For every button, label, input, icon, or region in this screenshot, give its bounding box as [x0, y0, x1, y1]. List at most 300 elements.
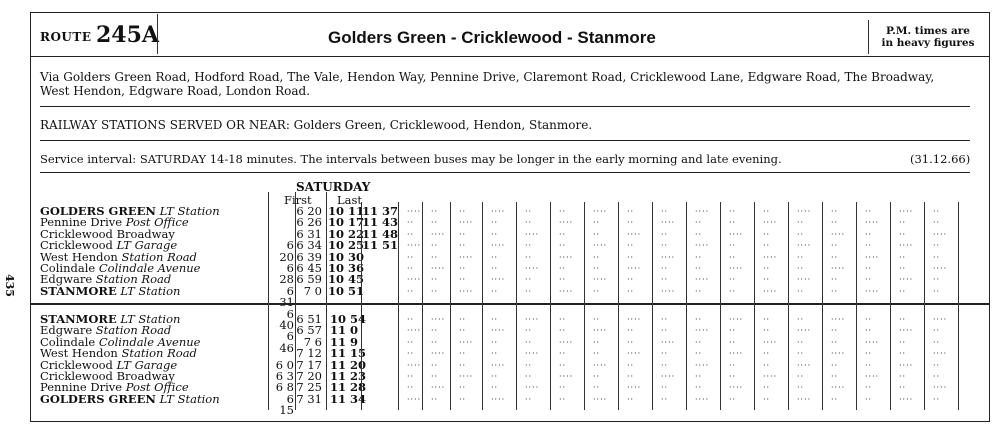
frequency-dots: ····: [627, 264, 642, 273]
frequency-dots: ··: [431, 326, 439, 336]
frequency-dots: ····: [407, 241, 422, 251]
frequency-dots: ··: [763, 264, 771, 273]
frequency-dots: ····: [797, 275, 812, 285]
frequency-dots: ····: [865, 337, 880, 347]
frequency-dots: ··: [431, 394, 439, 404]
frequency-dots: ··: [865, 241, 873, 251]
frequency-dots: ··: [661, 207, 669, 216]
frequency-dots: ··: [559, 383, 567, 393]
day-label: SATURDAY: [296, 180, 371, 194]
frequency-dots: ··: [933, 207, 941, 216]
frequency-dots: ··: [459, 326, 467, 336]
frequency-dots: ··: [695, 264, 703, 273]
frequency-dots: ····: [831, 315, 846, 324]
frequency-dots: ··: [593, 252, 601, 262]
frequency-dots: ··: [661, 326, 669, 336]
column-rule: [924, 202, 925, 410]
frequency-dots: ····: [459, 252, 474, 262]
frequency-dots: ··: [899, 315, 907, 324]
frequency-dots: ····: [525, 383, 540, 393]
frequency-dots: ··: [797, 229, 805, 239]
frequency-dots: ··: [407, 264, 415, 273]
frequency-dots: ··: [407, 218, 415, 228]
frequency-dots: ··: [899, 372, 907, 381]
date-code: (31.12.66): [910, 152, 971, 166]
frequency-dots: ··: [431, 337, 439, 347]
frequency-dots: ····: [407, 394, 422, 404]
frequency-dots: ··: [797, 383, 805, 393]
frequency-dots: ····: [593, 326, 608, 336]
frequency-dots: ····: [525, 229, 540, 239]
outbound-col-1: 6 20 6 28 6 31 6 40 6 46: [279, 238, 294, 355]
column-rule: [295, 192, 296, 410]
frequency-dots: ··: [763, 326, 771, 336]
column-rule: [754, 202, 755, 410]
frequency-dots: ··: [729, 218, 737, 228]
frequency-dots: ··: [431, 207, 439, 216]
pm-note: [872, 25, 984, 49]
column-rule: [788, 202, 789, 410]
frequency-dots: ··: [661, 275, 669, 285]
column-rule: [450, 202, 451, 410]
frequency-dots: ··: [459, 315, 467, 324]
frequency-dots: ····: [491, 241, 506, 251]
frequency-dots: ··: [899, 337, 907, 347]
frequency-dots: ····: [729, 264, 744, 273]
frequency-dots: ··: [627, 218, 635, 228]
column-rule: [584, 202, 585, 410]
frequency-dots: ··: [729, 286, 737, 296]
frequency-dots: ····: [661, 372, 676, 381]
route-number: 245A: [96, 22, 159, 48]
frequency-dots: ····: [407, 275, 422, 285]
side-page-number: 435: [3, 274, 16, 297]
frequency-dots: ····: [661, 218, 676, 228]
frequency-dots: ··: [695, 229, 703, 239]
frequency-dots: ··: [431, 360, 439, 370]
inbound-stops: [40, 314, 220, 405]
column-rule: [856, 202, 857, 410]
frequency-dots: ··: [797, 315, 805, 324]
frequency-dots: ··: [407, 383, 415, 393]
outbound-stops: [40, 206, 220, 297]
frequency-dots: ··: [831, 207, 839, 216]
frequency-dots: ··: [627, 252, 635, 262]
stop-row: GOLDERS GREEN LT Station: [40, 204, 220, 218]
frequency-dots: ··: [831, 360, 839, 370]
stop-row: Cricklewood LT Garage: [40, 238, 178, 253]
frequency-dots: ··: [661, 241, 669, 251]
frequency-dots: ··: [865, 315, 873, 324]
frequency-dots: ··: [899, 229, 907, 239]
frequency-dots: ··: [695, 252, 703, 262]
frequency-dots: ··: [763, 315, 771, 324]
frequency-dots: ··: [695, 315, 703, 324]
column-rule: [326, 192, 327, 410]
frequency-dots: ····: [695, 207, 710, 216]
frequency-dots: ··: [831, 218, 839, 228]
frequency-dots: ····: [559, 252, 574, 262]
frequency-dots: ····: [431, 349, 446, 359]
frequency-dots: ····: [865, 372, 880, 381]
frequency-dots: ··: [491, 218, 499, 228]
frequency-dots: ··: [865, 229, 873, 239]
frequency-dots: ····: [797, 326, 812, 336]
frequency-dots: ··: [729, 394, 737, 404]
frequency-dots: ··: [559, 326, 567, 336]
frequency-dots: ··: [525, 286, 533, 296]
frequency-dots: ··: [559, 349, 567, 359]
header-rule: [31, 56, 989, 57]
frequency-dots: ··: [407, 286, 415, 296]
stop-row: Colindale Colindale Avenue: [40, 261, 201, 276]
frequency-dots: ··: [559, 360, 567, 370]
frequency-dots: ····: [491, 394, 506, 404]
frequency-dots: ··: [933, 275, 941, 285]
header-divider-left: [157, 14, 158, 54]
stop-row: Edgware Station Road: [40, 272, 172, 287]
frequency-dots: ··: [525, 218, 533, 228]
frequency-dots: ··: [593, 229, 601, 239]
frequency-dots: ····: [933, 264, 948, 273]
column-rule: [422, 202, 423, 410]
frequency-dots: ····: [431, 229, 446, 239]
frequency-dots: ··: [661, 315, 669, 324]
frequency-dots: ··: [491, 264, 499, 273]
frequency-dots: ··: [661, 383, 669, 393]
frequency-dots: ··: [797, 218, 805, 228]
frequency-dots: ····: [525, 315, 540, 324]
frequency-dots: ··: [491, 337, 499, 347]
frequency-dots: ··: [525, 326, 533, 336]
frequency-dots: ··: [559, 315, 567, 324]
frequency-dots: ··: [831, 286, 839, 296]
frequency-dots: ····: [491, 360, 506, 370]
frequency-dots: ··: [407, 337, 415, 347]
frequency-dots: ··: [627, 275, 635, 285]
frequency-dots: ··: [559, 264, 567, 273]
frequency-dots: ····: [593, 241, 608, 251]
frequency-dots: ··: [729, 275, 737, 285]
frequency-dots: ····: [899, 241, 914, 251]
frequency-dots: ··: [695, 337, 703, 347]
frequency-dots: ····: [627, 315, 642, 324]
frequency-dots: ··: [865, 326, 873, 336]
railway-stations: RAILWAY STATIONS SERVED OR NEAR: Golders Green, Cricklewood, Hendon, Stanmore.: [40, 118, 593, 132]
frequency-dots: ··: [491, 229, 499, 239]
frequency-dots: ····: [559, 337, 574, 347]
header-divider-right: [868, 20, 869, 54]
frequency-dots: ··: [865, 383, 873, 393]
frequency-dots: ····: [459, 372, 474, 381]
frequency-dots: ····: [763, 218, 778, 228]
frequency-dots: ··: [491, 252, 499, 262]
frequency-dots: ··: [431, 275, 439, 285]
inbound-col-3: 10 54 11 0 11 9 11 15 11 20 11 23 11 28 11 34: [330, 312, 367, 406]
frequency-dots: ··: [933, 241, 941, 251]
frequency-dots: ··: [525, 337, 533, 347]
frequency-dots: ··: [865, 349, 873, 359]
via-line-1: Via Golders Green Road, Hodford Road, The Vale, Hendon Way, Pennine Drive, Claremont Road, Cricklewood Lane, Edgware Road, The Broadway,: [40, 70, 935, 84]
frequency-dots: ····: [831, 264, 846, 273]
frequency-dots: ··: [865, 275, 873, 285]
frequency-dots: ··: [661, 360, 669, 370]
frequency-dots: ····: [627, 229, 642, 239]
column-rule: [516, 202, 517, 410]
frequency-dots: ····: [899, 394, 914, 404]
stop-row: West Hendon Station Road: [40, 249, 197, 264]
frequency-dots: ····: [593, 275, 608, 285]
frequency-dots: ··: [831, 275, 839, 285]
frequency-dots: ··: [559, 207, 567, 216]
frequency-dots: ··: [729, 207, 737, 216]
frequency-dots: ··: [525, 394, 533, 404]
frequency-dots: ····: [491, 326, 506, 336]
frequency-dots: ····: [695, 275, 710, 285]
frequency-dots: ····: [459, 337, 474, 347]
stop-row: Pennine Drive Post Office: [40, 215, 189, 230]
frequency-dots: ····: [933, 383, 948, 393]
frequency-dots: ····: [797, 207, 812, 216]
frequency-dots: ····: [459, 218, 474, 228]
frequency-dots: ··: [695, 218, 703, 228]
frequency-dots: ··: [865, 207, 873, 216]
frequency-dots: ····: [491, 207, 506, 216]
via-line-2: West Hendon, Edgware Road, London Road.: [40, 84, 311, 98]
frequency-dots: ··: [695, 372, 703, 381]
frequency-dots: ····: [899, 207, 914, 216]
frequency-dots: ··: [559, 229, 567, 239]
frequency-dots: ··: [525, 252, 533, 262]
frequency-dots: ····: [593, 360, 608, 370]
frequency-dots: ··: [593, 286, 601, 296]
frequency-dots: ··: [695, 286, 703, 296]
frequency-dots: ··: [459, 264, 467, 273]
first-label: First: [284, 193, 312, 207]
frequency-dots: ··: [797, 337, 805, 347]
frequency-dots: ··: [559, 241, 567, 251]
frequency-dots: ····: [559, 372, 574, 381]
frequency-dots: ····: [729, 229, 744, 239]
frequency-dots: ····: [831, 229, 846, 239]
frequency-dots: ··: [661, 264, 669, 273]
frequency-dots: ··: [593, 372, 601, 381]
stop-row: STANMORE LT Station: [40, 312, 181, 326]
pm-note-line2: in heavy figures: [881, 37, 975, 49]
frequency-dots: ····: [763, 337, 778, 347]
frequency-dots: ··: [525, 207, 533, 216]
frequency-dots: ··: [407, 372, 415, 381]
column-rule: [890, 202, 891, 410]
frequency-dots: ··: [459, 241, 467, 251]
frequency-dots: ··: [661, 229, 669, 239]
frequency-dots: ··: [899, 383, 907, 393]
railway-rule: [40, 140, 970, 141]
service-rule: [40, 172, 970, 173]
frequency-dots: ··: [559, 275, 567, 285]
frequency-dots: ··: [933, 252, 941, 262]
frequency-dots: ··: [459, 275, 467, 285]
frequency-dots: ··: [627, 372, 635, 381]
frequency-dots: ··: [431, 372, 439, 381]
frequency-dots: ··: [933, 372, 941, 381]
frequency-dots: ··: [797, 264, 805, 273]
frequency-dots: ····: [899, 275, 914, 285]
frequency-dots: ····: [525, 349, 540, 359]
frequency-dots: ····: [431, 383, 446, 393]
frequency-dots: ··: [933, 218, 941, 228]
frequency-dots: ····: [831, 383, 846, 393]
outbound-col-2: 6 20 6 26 6 31 6 34 6 39 6 45 6 59 7 0: [296, 204, 322, 298]
frequency-dots: ····: [661, 252, 676, 262]
frequency-dots: ····: [431, 315, 446, 324]
frequency-dots: ··: [763, 229, 771, 239]
frequency-dots: ··: [729, 252, 737, 262]
inbound-col-2: 6 51 6 57 7 6 7 12 7 17 7 20 7 25 7 31: [296, 312, 322, 406]
frequency-dots: ····: [593, 394, 608, 404]
frequency-dots: ··: [899, 286, 907, 296]
frequency-dots: ····: [831, 349, 846, 359]
frequency-dots: ··: [593, 383, 601, 393]
outbound-col-3: 10 11 10 17 10 22 10 25 10 30 10 36 10 45 10 51: [328, 204, 365, 298]
frequency-dots: ··: [627, 286, 635, 296]
frequency-dots: ····: [865, 218, 880, 228]
frequency-dots: ····: [627, 349, 642, 359]
frequency-dots: ··: [763, 360, 771, 370]
frequency-dots: ····: [797, 360, 812, 370]
column-rule: [361, 202, 362, 410]
frequency-dots: ··: [431, 218, 439, 228]
frequency-dots: ··: [525, 372, 533, 381]
frequency-dots: ··: [491, 349, 499, 359]
frequency-dots: ··: [763, 241, 771, 251]
frequency-dots: ··: [797, 349, 805, 359]
frequency-dots: ····: [407, 207, 422, 216]
frequency-dots: ··: [593, 337, 601, 347]
frequency-dots: ··: [431, 252, 439, 262]
frequency-dots: ··: [797, 252, 805, 262]
frequency-dots: ····: [661, 337, 676, 347]
frequency-dots: ··: [865, 360, 873, 370]
pm-note-line1: P.M. times are: [886, 25, 970, 37]
frequency-dots: ··: [627, 394, 635, 404]
frequency-dots: ··: [491, 372, 499, 381]
frequency-dots: ··: [933, 337, 941, 347]
frequency-dots: ····: [491, 275, 506, 285]
frequency-dots: ····: [933, 315, 948, 324]
frequency-dots: ··: [933, 394, 941, 404]
frequency-dots: ··: [459, 349, 467, 359]
column-rule: [686, 202, 687, 410]
frequency-dots: ····: [933, 229, 948, 239]
frequency-dots: ····: [899, 360, 914, 370]
service-interval: Service interval: SATURDAY 14-18 minutes. The intervals between buses may be longer in the early morning and late evening.: [40, 152, 782, 166]
frequency-dots: ··: [407, 229, 415, 239]
frequency-dots: ··: [627, 360, 635, 370]
frequency-dots: ··: [525, 275, 533, 285]
frequency-dots: ··: [431, 286, 439, 296]
frequency-dots: ··: [763, 383, 771, 393]
frequency-dots: ··: [933, 286, 941, 296]
stop-row: Pennine Drive Post Office: [40, 380, 189, 395]
frequency-dots: ··: [491, 315, 499, 324]
frequency-dots: ··: [729, 337, 737, 347]
column-rule: [268, 192, 269, 410]
frequency-dots: ··: [695, 383, 703, 393]
route-label: ROUTE: [40, 30, 92, 44]
frequency-dots: ··: [831, 372, 839, 381]
frequency-dots: ····: [899, 326, 914, 336]
frequency-dots: ····: [729, 349, 744, 359]
frequency-dots: ··: [627, 337, 635, 347]
inbound-col-1: 6 0 6 3 6 8 6 15: [275, 357, 294, 418]
frequency-dots: ····: [695, 241, 710, 251]
frequency-dots: ····: [431, 264, 446, 273]
frequency-dots: ··: [459, 360, 467, 370]
column-rule: [398, 202, 399, 410]
frequency-dots: ····: [797, 394, 812, 404]
frequency-dots: ··: [407, 315, 415, 324]
frequency-dots: ····: [695, 360, 710, 370]
frequency-dots: ··: [899, 252, 907, 262]
frequency-dots: ··: [831, 326, 839, 336]
last-label: Last: [337, 193, 363, 207]
frequency-dots: ··: [407, 349, 415, 359]
column-rule: [958, 202, 959, 410]
frequency-dots: ··: [797, 286, 805, 296]
frequency-dots: ····: [627, 383, 642, 393]
stop-row: Cricklewood LT Garage: [40, 357, 178, 372]
frequency-dots: ··: [459, 207, 467, 216]
column-rule: [618, 202, 619, 410]
frequency-dots: ····: [763, 252, 778, 262]
frequency-dots: ··: [797, 372, 805, 381]
frequency-dots: ····: [593, 207, 608, 216]
frequency-dots: ····: [797, 241, 812, 251]
direction-separator: [31, 303, 989, 305]
frequency-dots: ··: [763, 394, 771, 404]
frequency-dots: ····: [729, 383, 744, 393]
frequency-dots: ··: [559, 394, 567, 404]
frequency-dots: ····: [407, 360, 422, 370]
frequency-dots: ··: [627, 326, 635, 336]
frequency-dots: ··: [899, 264, 907, 273]
frequency-dots: ··: [459, 394, 467, 404]
column-rule: [652, 202, 653, 410]
frequency-dots: ··: [729, 372, 737, 381]
outbound-col-4: 11 37 11 43 11 48 11 51: [362, 204, 399, 253]
frequency-dots: ··: [627, 207, 635, 216]
frequency-dots: ··: [661, 394, 669, 404]
frequency-dots: ··: [459, 383, 467, 393]
frequency-dots: ··: [627, 241, 635, 251]
frequency-dots: ··: [593, 218, 601, 228]
frequency-dots: ··: [729, 326, 737, 336]
frequency-dots: ····: [525, 264, 540, 273]
stop-row: West Hendon Station Road: [40, 346, 197, 361]
stop-row: Edgware Station Road: [40, 323, 172, 338]
frequency-dots: ····: [729, 315, 744, 324]
frequency-dots: ··: [661, 349, 669, 359]
frequency-dots: ··: [431, 241, 439, 251]
frequency-dots: ····: [933, 349, 948, 359]
column-rule: [482, 202, 483, 410]
stop-row: STANMORE LT Station: [40, 283, 181, 298]
frequency-dots: ··: [729, 241, 737, 251]
frequency-dots: ··: [933, 360, 941, 370]
via-rule: [40, 106, 970, 107]
frequency-dots: ····: [661, 286, 676, 296]
